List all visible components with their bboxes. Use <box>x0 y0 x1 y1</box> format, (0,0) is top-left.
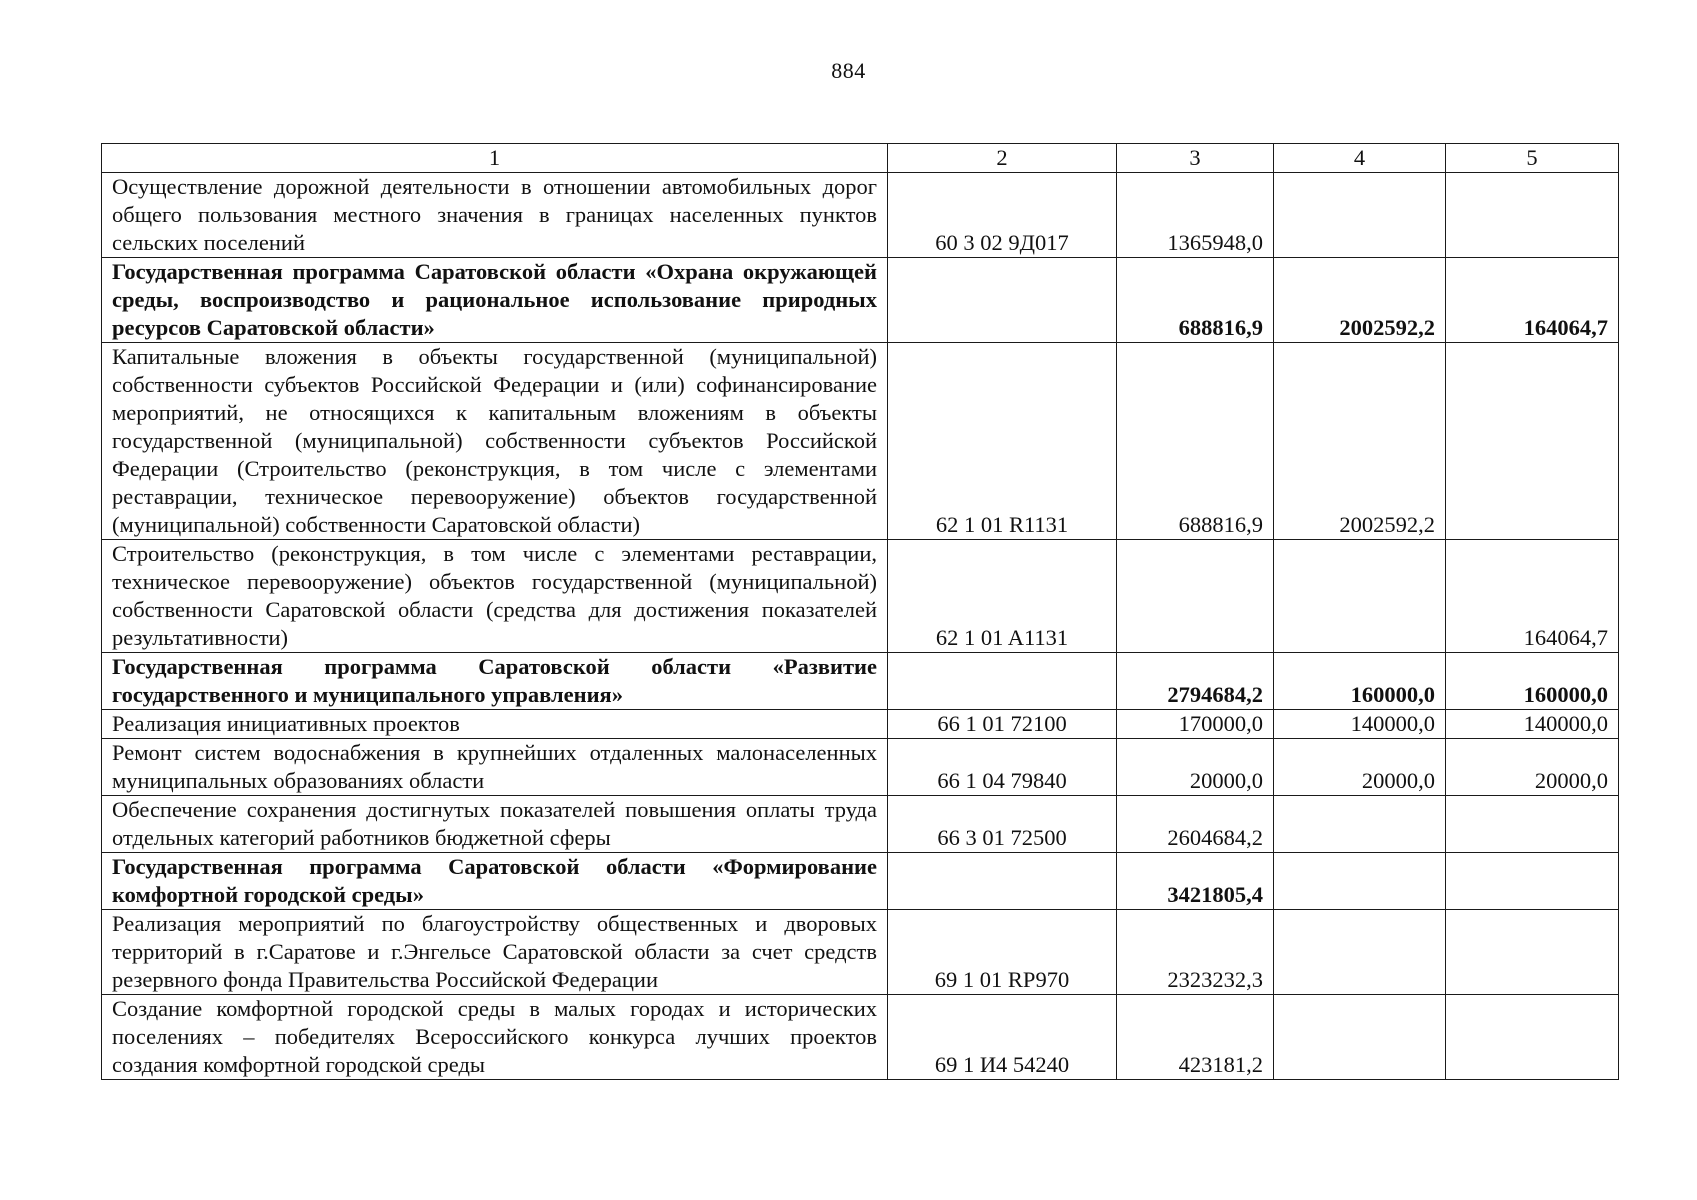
program-row <box>102 653 1619 710</box>
row-value-col5: 164064,7 <box>1446 540 1619 653</box>
program-row <box>102 853 1619 910</box>
row-code: 62 1 01 A1131 <box>888 540 1117 653</box>
row-description: Создание комфортной городской среды в малых городах и исторических поселениях – победителях Всероссийского конкурса лучших проектов создания комфортной городской среды <box>102 995 888 1080</box>
row-description: Государственная программа Саратовской области «Формирование комфортной городской среды» <box>102 853 888 910</box>
row-code <box>888 653 1117 710</box>
budget-table <box>101 143 1619 1080</box>
row-value-col3: 2323232,3 <box>1117 910 1274 995</box>
row-code: 62 1 01 R1131 <box>888 343 1117 540</box>
table-row <box>102 739 1619 796</box>
row-description: Осуществление дорожной деятельности в отношении автомобильных дорог общего пользования местного значения в границах населенных пунктов сельских поселений <box>102 173 888 258</box>
column-header-5: 5 <box>1446 144 1619 173</box>
table-row <box>102 540 1619 653</box>
row-value-col4 <box>1274 173 1446 258</box>
table-row <box>102 710 1619 739</box>
row-value-col5 <box>1446 910 1619 995</box>
row-value-col3: 2794684,2 <box>1117 653 1274 710</box>
page-number: 884 <box>831 58 866 83</box>
table-header-row <box>102 144 1619 173</box>
row-value-col5 <box>1446 173 1619 258</box>
row-description: Государственная программа Саратовской области «Развитие государственного и муниципального управления» <box>102 653 888 710</box>
row-value-col5 <box>1446 796 1619 853</box>
row-code <box>888 258 1117 343</box>
row-description: Реализация инициативных проектов <box>102 710 888 739</box>
program-row <box>102 258 1619 343</box>
row-value-col4 <box>1274 995 1446 1080</box>
row-description: Капитальные вложения в объекты государственной (муниципальной) собственности субъектов Российской Федерации и (или) софинансирование мероприятий, не относящихся к капитальным вложениям в объекты государственной (муниципальной) собственности субъектов Российской Федерации (Строительство (реконструкция, в том числе с элементами реставрации, техническое перевооружение) объектов государственной (муниципальной) собственности Саратовской области) <box>102 343 888 540</box>
row-description: Государственная программа Саратовской области «Охрана окружающей среды, воспроизводство и рациональное использование природных ресурсов Саратовской области» <box>102 258 888 343</box>
table-row <box>102 796 1619 853</box>
table-row <box>102 173 1619 258</box>
row-value-col3: 423181,2 <box>1117 995 1274 1080</box>
row-value-col3: 2604684,2 <box>1117 796 1274 853</box>
row-value-col4: 2002592,2 <box>1274 258 1446 343</box>
row-value-col5 <box>1446 853 1619 910</box>
row-value-col5: 140000,0 <box>1446 710 1619 739</box>
row-description: Обеспечение сохранения достигнутых показателей повышения оплаты труда отдельных категорий работников бюджетной сферы <box>102 796 888 853</box>
row-value-col4: 20000,0 <box>1274 739 1446 796</box>
row-value-col3 <box>1117 540 1274 653</box>
row-value-col5: 164064,7 <box>1446 258 1619 343</box>
row-description: Ремонт систем водоснабжения в крупнейших отдаленных малонаселенных муниципальных образованиях области <box>102 739 888 796</box>
table-row <box>102 910 1619 995</box>
row-value-col5: 160000,0 <box>1446 653 1619 710</box>
row-code <box>888 853 1117 910</box>
column-header-4: 4 <box>1274 144 1446 173</box>
row-value-col4 <box>1274 853 1446 910</box>
row-value-col4 <box>1274 796 1446 853</box>
row-value-col3: 170000,0 <box>1117 710 1274 739</box>
row-value-col4 <box>1274 540 1446 653</box>
table-row <box>102 343 1619 540</box>
row-code: 60 3 02 9Д017 <box>888 173 1117 258</box>
row-value-col5 <box>1446 995 1619 1080</box>
row-value-col4: 2002592,2 <box>1274 343 1446 540</box>
row-code: 66 1 01 72100 <box>888 710 1117 739</box>
row-value-col4: 140000,0 <box>1274 710 1446 739</box>
row-value-col3: 688816,9 <box>1117 343 1274 540</box>
row-value-col4: 160000,0 <box>1274 653 1446 710</box>
row-value-col5 <box>1446 343 1619 540</box>
row-value-col3: 1365948,0 <box>1117 173 1274 258</box>
row-value-col4 <box>1274 910 1446 995</box>
row-description: Реализация мероприятий по благоустройству общественных и дворовых территорий в г.Саратове и г.Энгельсе Саратовской области за счет средств резервного фонда Правительства Российской Федерации <box>102 910 888 995</box>
column-header-2: 2 <box>888 144 1117 173</box>
row-value-col3: 688816,9 <box>1117 258 1274 343</box>
row-code: 69 1 01 RP970 <box>888 910 1117 995</box>
row-code: 66 3 01 72500 <box>888 796 1117 853</box>
column-header-1: 1 <box>102 144 888 173</box>
row-value-col3: 20000,0 <box>1117 739 1274 796</box>
row-value-col3: 3421805,4 <box>1117 853 1274 910</box>
row-code: 69 1 И4 54240 <box>888 995 1117 1080</box>
table-row <box>102 995 1619 1080</box>
row-code: 66 1 04 79840 <box>888 739 1117 796</box>
row-value-col5: 20000,0 <box>1446 739 1619 796</box>
column-header-3: 3 <box>1117 144 1274 173</box>
row-description: Строительство (реконструкция, в том числе с элементами реставрации, техническое перевооружение) объектов государственной (муниципальной) собственности Саратовской области (средства для достижения показателей результативности) <box>102 540 888 653</box>
